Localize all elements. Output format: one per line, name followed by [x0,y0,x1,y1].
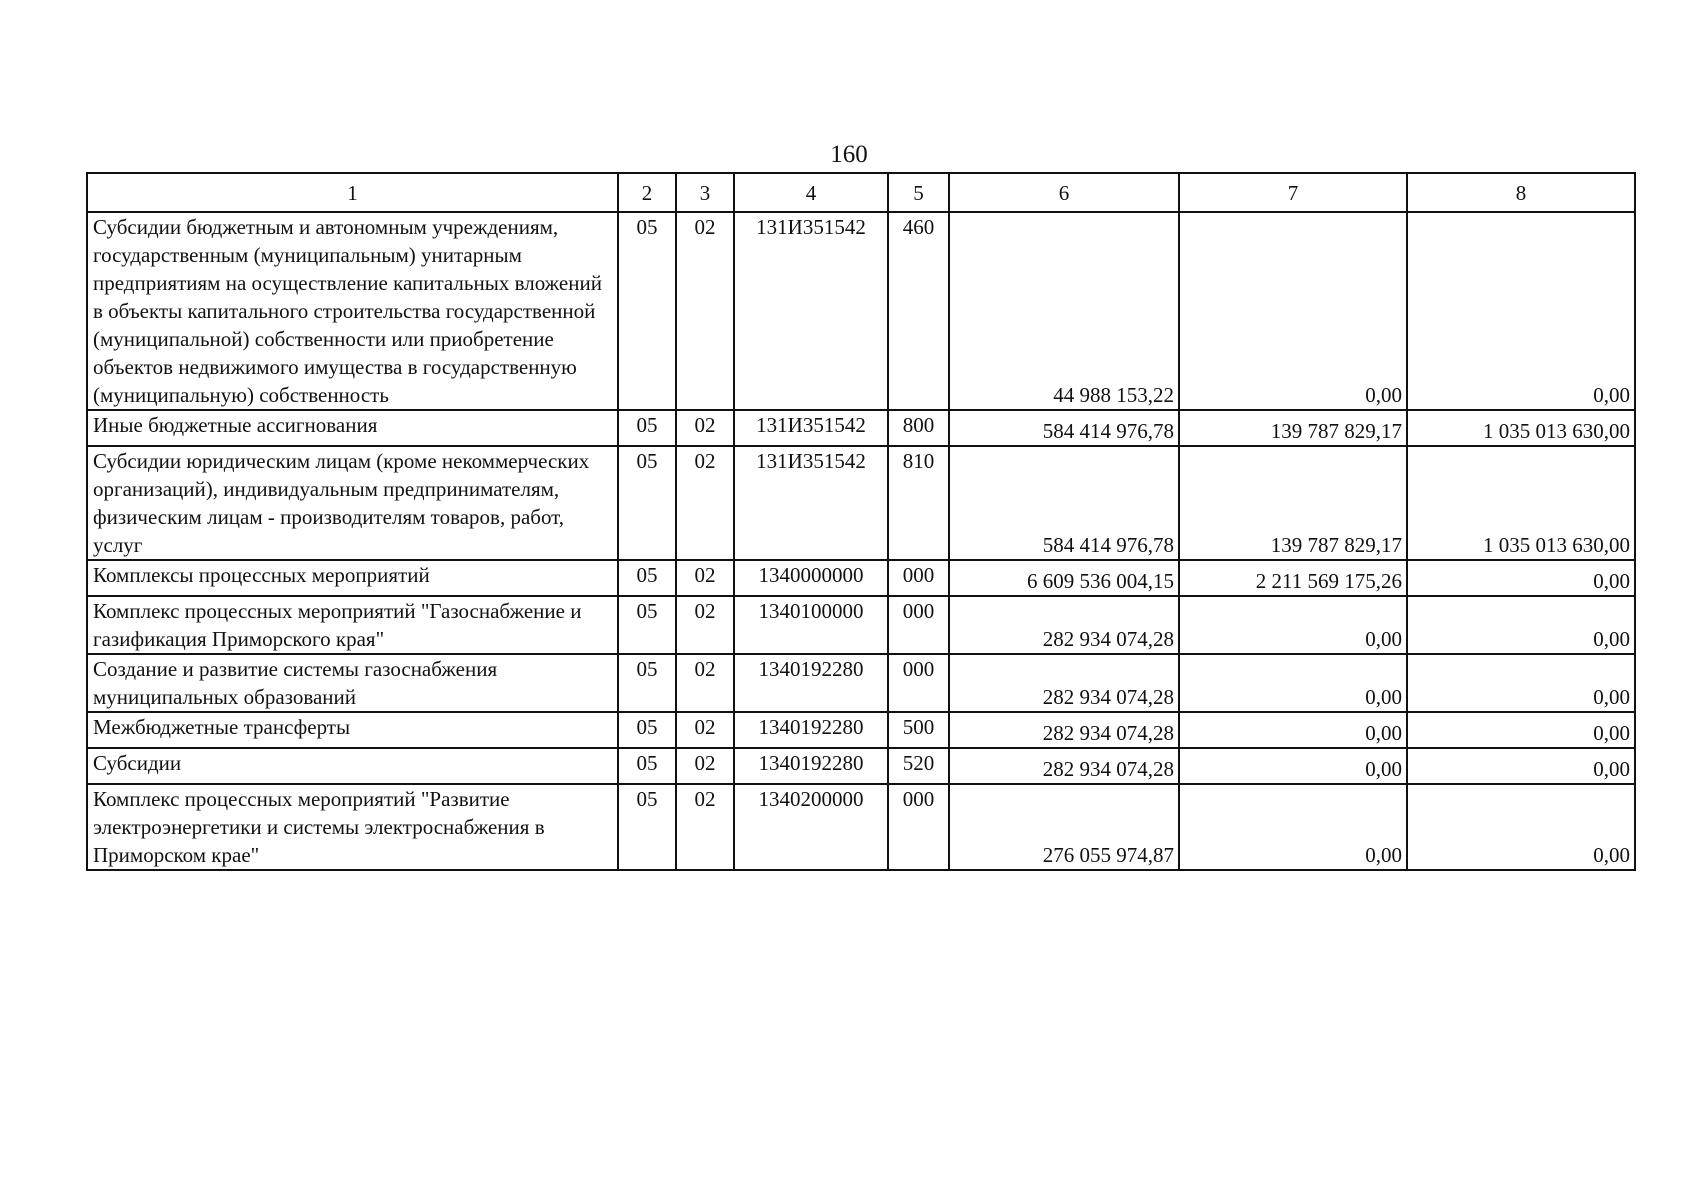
budget-table [86,172,1636,871]
expense-type-code: 500 [888,712,949,748]
row-name: Иные бюджетные ассигнования [87,410,618,446]
section-code: 05 [618,410,676,446]
subsection-code: 02 [676,410,734,446]
amount-column-7: 2 211 569 175,26 [1179,560,1407,596]
table-row [87,446,1635,560]
target-article-code: 1340100000 [734,596,888,654]
subsection-code: 02 [676,654,734,712]
amount-column-6: 44 988 153,22 [949,212,1179,410]
target-article-code: 131И351542 [734,212,888,410]
amount-column-6: 282 934 074,28 [949,596,1179,654]
expense-type-code: 520 [888,748,949,784]
target-article-code: 1340192280 [734,748,888,784]
section-code: 05 [618,748,676,784]
subsection-code: 02 [676,712,734,748]
section-code: 05 [618,560,676,596]
table-row [87,596,1635,654]
amount-column-7: 0,00 [1179,784,1407,870]
expense-type-code: 460 [888,212,949,410]
column-number: 3 [676,173,734,212]
amount-column-7: 0,00 [1179,654,1407,712]
expense-type-code: 000 [888,560,949,596]
row-name: Субсидии [87,748,618,784]
subsection-code: 02 [676,446,734,560]
section-code: 05 [618,596,676,654]
target-article-code: 1340000000 [734,560,888,596]
table-row [87,654,1635,712]
column-number: 5 [888,173,949,212]
expense-type-code: 000 [888,654,949,712]
subsection-code: 02 [676,560,734,596]
row-name: Комплекс процессных мероприятий "Газоснабжение и газификация Приморского края" [87,596,618,654]
table-row [87,712,1635,748]
row-name: Комплекс процессных мероприятий "Развитие электроэнергетики и системы электроснабжения в Приморском крае" [87,784,618,870]
table-row [87,748,1635,784]
target-article-code: 1340192280 [734,654,888,712]
expense-type-code: 000 [888,784,949,870]
target-article-code: 131И351542 [734,410,888,446]
row-name: Субсидии бюджетным и автономным учреждениям, государственным (муниципальным) унитарным предприятиям на осуществление капитальных вложений в объекты капитального строительства государственной (муниципальной) собственности или приобретение объектов недвижимого имущества в государственную (муниципальную) собственность [87,212,618,410]
subsection-code: 02 [676,596,734,654]
subsection-code: 02 [676,212,734,410]
row-name: Создание и развитие системы газоснабжения муниципальных образований [87,654,618,712]
amount-column-6: 6 609 536 004,15 [949,560,1179,596]
amount-column-8: 0,00 [1407,654,1635,712]
amount-column-7: 0,00 [1179,212,1407,410]
section-code: 05 [618,712,676,748]
column-number: 2 [618,173,676,212]
subsection-code: 02 [676,784,734,870]
expense-type-code: 800 [888,410,949,446]
column-number: 1 [87,173,618,212]
section-code: 05 [618,212,676,410]
page-number: 160 [830,141,868,168]
amount-column-7: 139 787 829,17 [1179,410,1407,446]
row-name: Межбюджетные трансферты [87,712,618,748]
amount-column-8: 0,00 [1407,560,1635,596]
table-body [87,173,1635,870]
amount-column-8: 1 035 013 630,00 [1407,446,1635,560]
section-code: 05 [618,654,676,712]
expense-type-code: 000 [888,596,949,654]
expense-type-code: 810 [888,446,949,560]
section-code: 05 [618,446,676,560]
amount-column-6: 584 414 976,78 [949,410,1179,446]
amount-column-8: 0,00 [1407,748,1635,784]
section-code: 05 [618,784,676,870]
target-article-code: 1340192280 [734,712,888,748]
table-row [87,212,1635,410]
amount-column-8: 1 035 013 630,00 [1407,410,1635,446]
column-number-row [87,173,1635,212]
target-article-code: 1340200000 [734,784,888,870]
amount-column-6: 584 414 976,78 [949,446,1179,560]
column-number: 6 [949,173,1179,212]
table-row [87,410,1635,446]
row-name: Комплексы процессных мероприятий [87,560,618,596]
amount-column-7: 0,00 [1179,712,1407,748]
amount-column-6: 282 934 074,28 [949,712,1179,748]
amount-column-6: 282 934 074,28 [949,748,1179,784]
amount-column-8: 0,00 [1407,712,1635,748]
amount-column-8: 0,00 [1407,784,1635,870]
row-name: Субсидии юридическим лицам (кроме некоммерческих организаций), индивидуальным предпринимателям, физическим лицам - производителям товаров, работ, услуг [87,446,618,560]
column-number: 4 [734,173,888,212]
table-row [87,560,1635,596]
target-article-code: 131И351542 [734,446,888,560]
column-number: 8 [1407,173,1635,212]
column-number: 7 [1179,173,1407,212]
amount-column-7: 0,00 [1179,748,1407,784]
amount-column-8: 0,00 [1407,212,1635,410]
amount-column-8: 0,00 [1407,596,1635,654]
amount-column-6: 276 055 974,87 [949,784,1179,870]
subsection-code: 02 [676,748,734,784]
amount-column-7: 0,00 [1179,596,1407,654]
table-row [87,784,1635,870]
amount-column-6: 282 934 074,28 [949,654,1179,712]
amount-column-7: 139 787 829,17 [1179,446,1407,560]
